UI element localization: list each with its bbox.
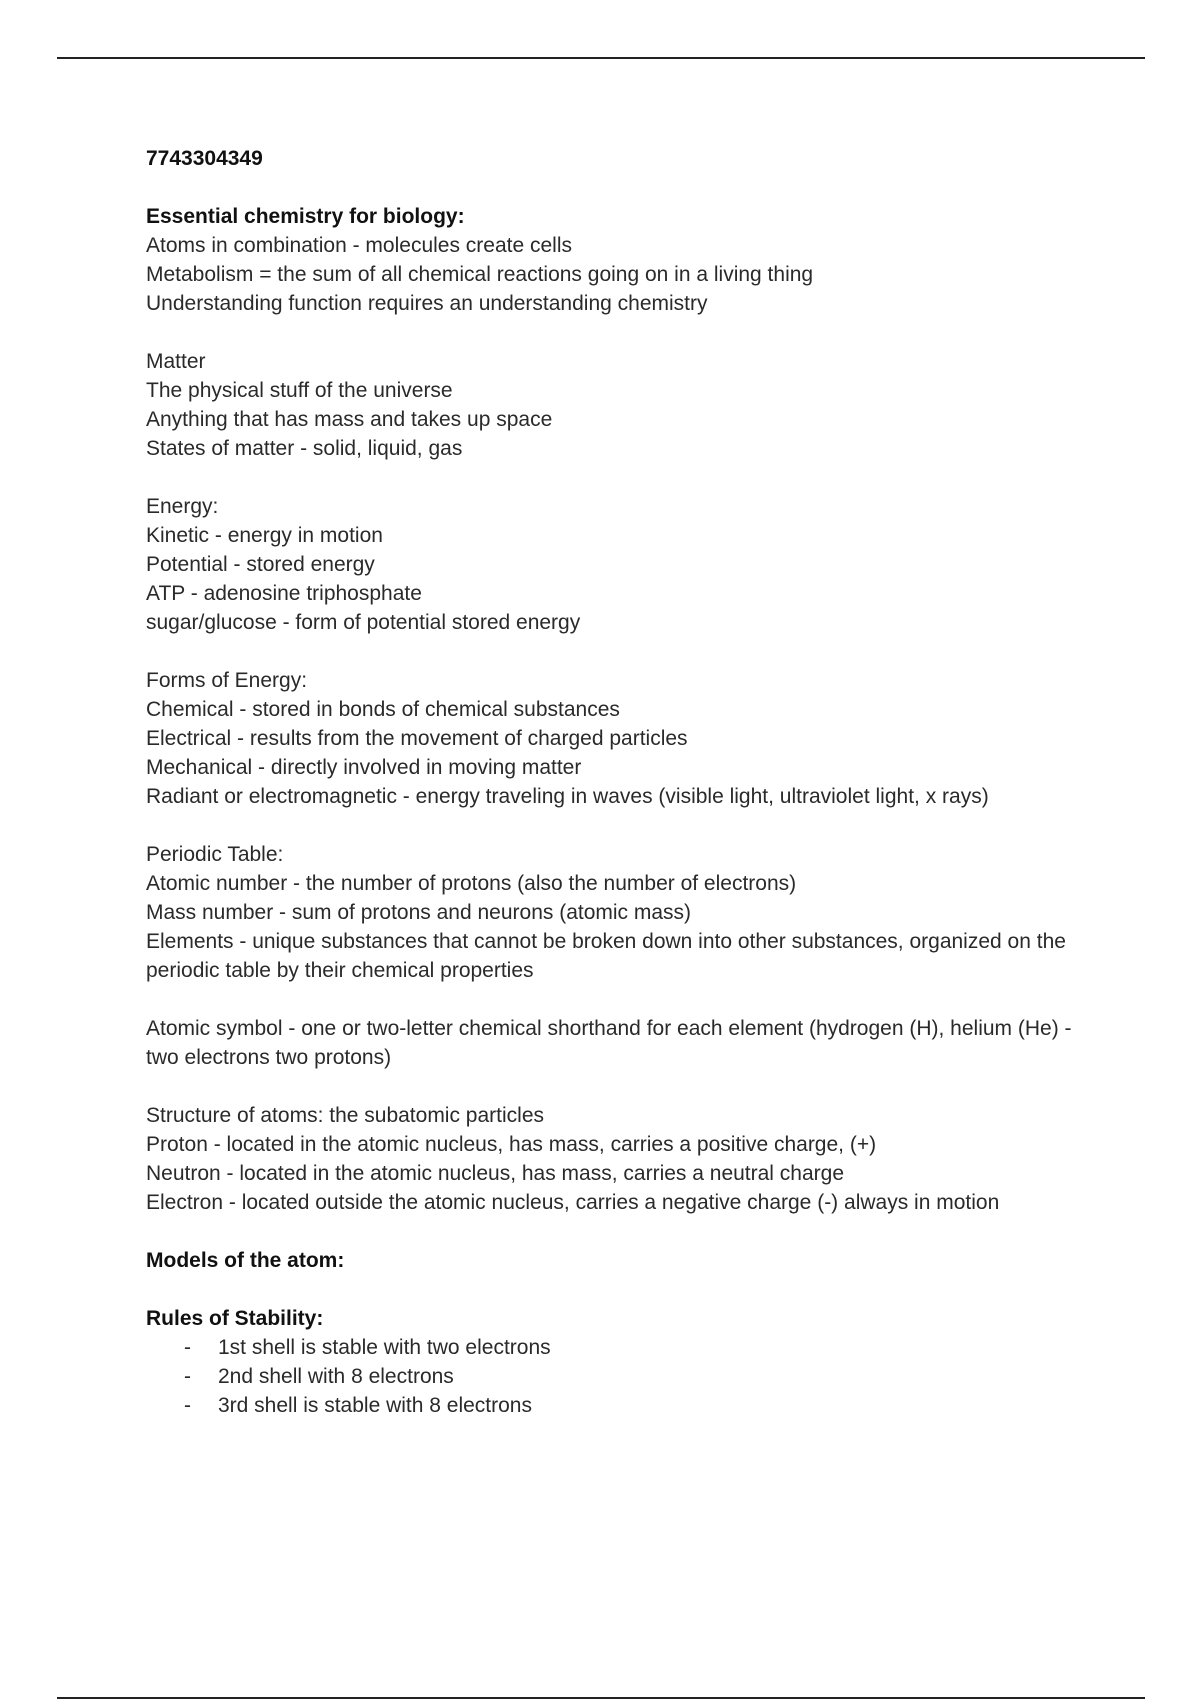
- spacer: [146, 173, 1106, 202]
- text-line: The physical stuff of the universe: [146, 379, 453, 402]
- text-line: Radiant or electromagnetic - energy traveling in waves (visible light, ultraviolet light, x rays): [146, 785, 989, 808]
- text-line: Electron - located outside the atomic nucleus, carries a negative charge (-) always in motion: [146, 1191, 1000, 1214]
- section-models-of-atom: [146, 1246, 1106, 1275]
- spacer: [146, 318, 1106, 347]
- document-body: [146, 144, 1106, 1420]
- bullet-dash: -: [184, 1336, 191, 1359]
- section-essential-chemistry: [146, 202, 1106, 318]
- text-line: Mechanical - directly involved in moving matter: [146, 756, 582, 779]
- list-item-text: 3rd shell is stable with 8 electrons: [218, 1394, 532, 1417]
- section-matter: [146, 347, 1106, 463]
- text-line: Potential - stored energy: [146, 553, 375, 576]
- section-heading: Structure of atoms: the subatomic particles: [146, 1104, 545, 1127]
- spacer: [146, 1275, 1106, 1304]
- spacer: [146, 1217, 1106, 1246]
- spacer: [146, 637, 1106, 666]
- spacer: [146, 463, 1106, 492]
- section-energy: [146, 492, 1106, 637]
- text-line: Mass number - sum of protons and neurons (atomic mass): [146, 901, 692, 924]
- list-item: [146, 1333, 1106, 1362]
- section-heading: Matter: [146, 350, 206, 373]
- stability-list: [146, 1333, 1106, 1420]
- section-atomic-symbol: [146, 1014, 1106, 1072]
- list-item-text: 2nd shell with 8 electrons: [218, 1365, 454, 1388]
- section-heading: Rules of Stability:: [146, 1307, 324, 1330]
- text-paragraph: Atomic symbol - one or two-letter chemical shorthand for each element (hydrogen (H), helium (He) - two electrons two protons): [146, 1017, 1072, 1069]
- text-line: Atomic number - the number of protons (also the number of electrons): [146, 872, 797, 895]
- text-line: Kinetic - energy in motion: [146, 524, 383, 547]
- section-heading: Essential chemistry for biology:: [146, 205, 465, 228]
- section-heading: Forms of Energy:: [146, 669, 308, 692]
- spacer: [146, 1072, 1106, 1101]
- text-line: Atoms in combination - molecules create cells: [146, 234, 573, 257]
- section-rules-of-stability: [146, 1304, 1106, 1420]
- text-paragraph: Elements - unique substances that cannot be broken down into other substances, organized on the periodic table by their chemical properties: [146, 930, 1066, 982]
- bottom-rule: [57, 1697, 1145, 1699]
- bullet-dash: -: [184, 1394, 191, 1417]
- text-line: sugar/glucose - form of potential stored energy: [146, 611, 581, 634]
- text-line: Electrical - results from the movement of charged particles: [146, 727, 688, 750]
- section-heading: Periodic Table:: [146, 843, 284, 866]
- top-rule: [57, 57, 1145, 59]
- spacer: [146, 811, 1106, 840]
- list-item-text: 1st shell is stable with two electrons: [218, 1336, 551, 1359]
- text-line: ATP - adenosine triphosphate: [146, 582, 422, 605]
- text-line: Neutron - located in the atomic nucleus, has mass, carries a neutral charge: [146, 1162, 845, 1185]
- section-heading: Energy:: [146, 495, 219, 518]
- spacer: [146, 985, 1106, 1014]
- section-forms-of-energy: [146, 666, 1106, 811]
- text-line: Metabolism = the sum of all chemical reactions going on in a living thing: [146, 263, 814, 286]
- section-heading: Models of the atom:: [146, 1249, 345, 1272]
- list-item: [146, 1362, 1106, 1391]
- document-id: 7743304349: [146, 147, 263, 170]
- section-periodic-table: [146, 840, 1106, 985]
- text-line: Understanding function requires an understanding chemistry: [146, 292, 708, 315]
- text-line: States of matter - solid, liquid, gas: [146, 437, 463, 460]
- bullet-dash: -: [184, 1365, 191, 1388]
- text-line: Proton - located in the atomic nucleus, has mass, carries a positive charge, (+): [146, 1133, 877, 1156]
- list-item: [146, 1391, 1106, 1420]
- text-line: Chemical - stored in bonds of chemical substances: [146, 698, 620, 721]
- section-structure-of-atoms: [146, 1101, 1106, 1217]
- text-line: Anything that has mass and takes up space: [146, 408, 553, 431]
